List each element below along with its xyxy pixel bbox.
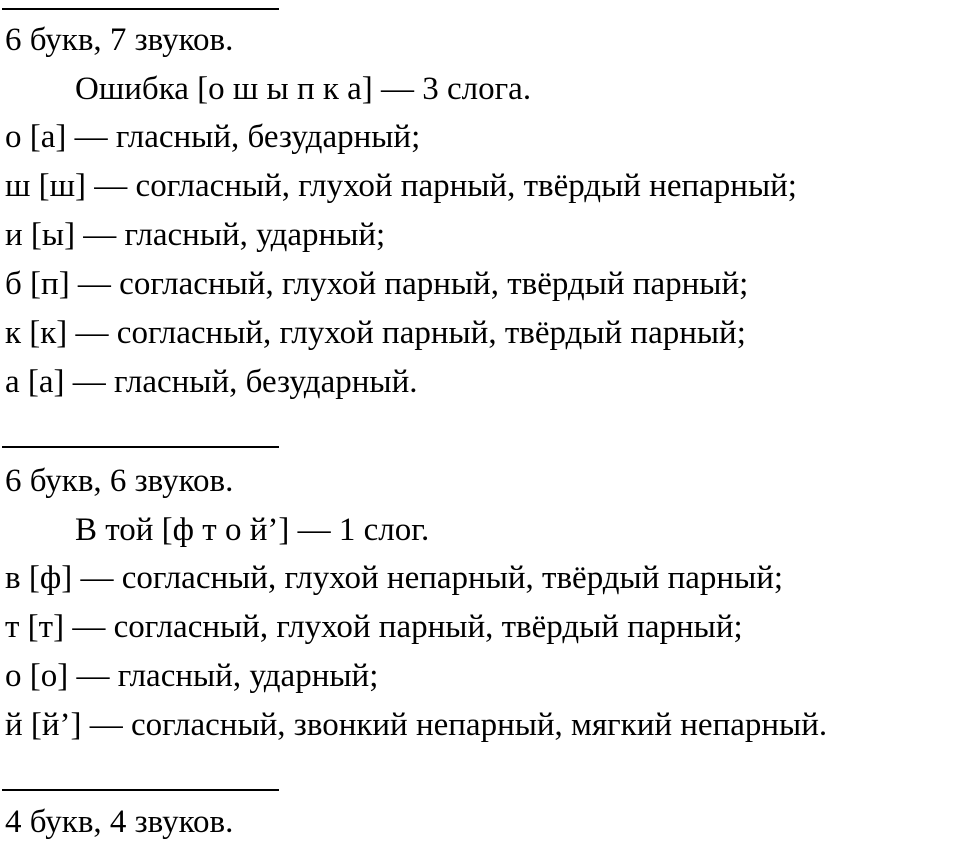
- letter-sound-count: 4 букв, 4 звуков.: [5, 804, 234, 840]
- section-divider: [2, 789, 279, 791]
- letter-analysis-line: к [к] — согласный, глухой парный, твёрдый парный;: [5, 315, 746, 351]
- letter-analysis-line: о [о] — гласный, ударный;: [5, 658, 379, 694]
- letter-analysis-line: ш [ш] — согласный, глухой парный, твёрдый непарный;: [5, 168, 797, 204]
- letter-analysis-line: в [ф] — согласный, глухой непарный, твёрдый парный;: [5, 560, 784, 596]
- section-divider: [2, 8, 279, 10]
- section-divider: [2, 446, 279, 448]
- word-transcription-heading: Ошибка [о ш ы п к а] — 3 слога.: [75, 71, 532, 107]
- letter-sound-count: 6 букв, 6 звуков.: [5, 463, 234, 499]
- letter-analysis-line: т [т] — согласный, глухой парный, твёрдый парный;: [5, 609, 743, 645]
- letter-sound-count: 6 букв, 7 звуков.: [5, 22, 234, 58]
- letter-analysis-line: б [п] — согласный, глухой парный, твёрдый парный;: [5, 266, 749, 302]
- letter-analysis-line: а [а] — гласный, безударный.: [5, 364, 418, 400]
- letter-analysis-line: й [й’] — согласный, звонкий непарный, мягкий непарный.: [5, 707, 828, 743]
- word-transcription-heading: В той [ф т о й’] — 1 слог.: [75, 512, 430, 548]
- letter-analysis-line: о [а] — гласный, безударный;: [5, 119, 421, 155]
- letter-analysis-line: и [ы] — гласный, ударный;: [5, 217, 386, 253]
